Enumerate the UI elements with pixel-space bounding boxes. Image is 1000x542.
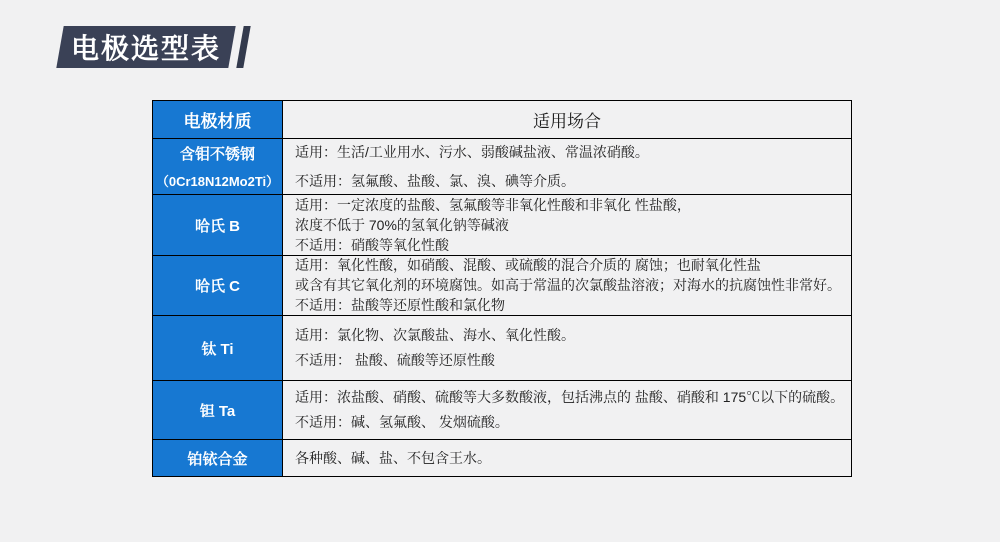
usage-line: 各种酸、碱、盐、不包含王水。 — [295, 449, 491, 466]
title-banner-accent — [236, 26, 250, 68]
usage-line: 或含有其它氧化剂的环境腐蚀。如高于常温的次氯酸盐溶液；对海水的抗腐蚀性非常好。 — [295, 277, 841, 293]
material-cell — [153, 316, 283, 381]
table-row — [153, 316, 852, 381]
table-row — [153, 440, 852, 477]
material-cell — [153, 381, 283, 440]
material-name: 铂铱合金 — [187, 450, 248, 468]
usage-line: 适用：一定浓度的盐酸、氢氟酸等非氧化性酸和非氧化 性盐酸， — [295, 196, 691, 213]
usage-cell — [283, 316, 852, 381]
column-header-usage: 适用场合 — [283, 101, 852, 139]
material-name: 钽 Ta — [199, 402, 236, 420]
usage-cell — [283, 440, 852, 477]
table-row — [153, 381, 852, 440]
page-title: 电极选型表 — [70, 33, 221, 64]
usage-line: 适用：氧化性酸，如硝酸、混酸、或硫酸的混合介质的 腐蚀；也耐氧化性盐 — [295, 257, 761, 273]
material-cell — [153, 440, 283, 477]
usage-cell — [283, 381, 852, 440]
table-row — [153, 256, 852, 316]
material-cell — [153, 195, 283, 256]
usage-line: 不适用：硝酸等氧化性酸 — [295, 236, 449, 253]
material-name: 哈氏 C — [194, 278, 240, 295]
usage-line: 适用：生活/工业用水、污水、弱酸碱盐液、常温浓硝酸。 — [295, 143, 649, 160]
title-banner — [56, 26, 235, 68]
material-cell — [153, 256, 283, 316]
material-name: 哈氏 B — [194, 217, 240, 235]
usage-line: 不适用：盐酸等还原性酸和氯化物 — [295, 297, 505, 313]
usage-line: 不适用：碱、氢氟酸、 发烟硫酸。 — [295, 414, 509, 430]
column-header-material: 电极材质 — [153, 101, 283, 139]
electrode-selection-table — [152, 100, 852, 477]
usage-cell — [283, 256, 852, 316]
material-name: 钛 Ti — [201, 340, 234, 358]
material-cell — [153, 139, 283, 195]
usage-line: 不适用：氢氟酸、盐酸、氯、溴、碘等介质。 — [295, 172, 575, 189]
usage-line: 浓度不低于 70%的氢氧化钠等碱液 — [295, 216, 509, 233]
table-header-row — [153, 101, 852, 139]
usage-line: 适用：浓盐酸、硝酸、硫酸等大多数酸液，包括沸点的 盐酸、硝酸和 175℃以下的硫酸。 — [295, 389, 845, 405]
table-row — [153, 139, 852, 195]
material-name: 含钼不锈钢 — [179, 146, 255, 163]
usage-cell — [283, 195, 852, 256]
usage-line: 适用：氯化物、次氯酸盐、海水、氧化性酸。 — [295, 327, 575, 343]
usage-cell — [283, 139, 852, 195]
usage-line: 不适用： 盐酸、硫酸等还原性酸 — [295, 352, 495, 368]
table-row — [153, 195, 852, 256]
material-grade: （0Cr18N12Mo2Ti） — [155, 174, 280, 189]
